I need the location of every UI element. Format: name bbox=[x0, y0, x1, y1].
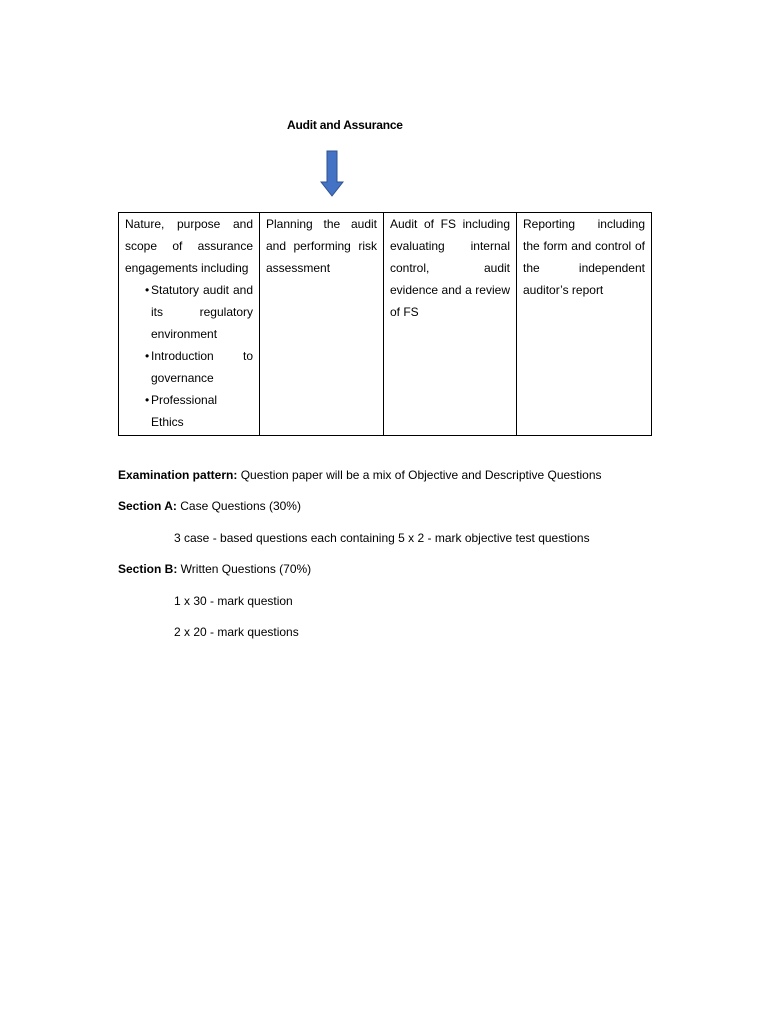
table-cell-planning: Planning the audit and performing risk assessment bbox=[260, 213, 384, 436]
section-b-heading bbox=[118, 561, 311, 577]
section-a-text: Case Questions (30%) bbox=[176, 499, 301, 513]
exam-pattern-label: Examination pattern: bbox=[118, 468, 238, 482]
list-item: • Introduction to governance bbox=[151, 345, 253, 389]
section-b-item: 1 x 30 - mark question bbox=[174, 594, 293, 608]
table-cell-scope bbox=[119, 213, 260, 436]
table-row bbox=[119, 213, 652, 436]
section-b-text: Written Questions (70%) bbox=[177, 562, 312, 576]
document-title: Audit and Assurance bbox=[287, 118, 403, 132]
bullet-list bbox=[125, 279, 253, 433]
exam-pattern-paragraph bbox=[118, 467, 602, 483]
list-item: • Professional Ethics bbox=[151, 389, 253, 433]
section-a-heading bbox=[118, 498, 301, 514]
section-a-detail: 3 case - based questions each containing 5 x 2 - mark objective test questions bbox=[174, 531, 590, 545]
cell-intro-text: Nature, purpose and scope of assurance engagements including bbox=[125, 217, 253, 275]
syllabus-table bbox=[118, 212, 652, 436]
section-b-label: Section B: bbox=[118, 562, 178, 576]
table-cell-reporting: Reporting including the form and control of the independent auditor’s report bbox=[517, 213, 652, 436]
down-arrow-icon bbox=[320, 150, 344, 198]
table-cell-audit-fs: Audit of FS including evaluating internal control, audit evidence and a review of FS bbox=[384, 213, 517, 436]
list-item: • Statutory audit and its regulatory environment bbox=[151, 279, 253, 345]
exam-pattern-text: Question paper will be a mix of Objective and Descriptive Questions bbox=[237, 468, 602, 482]
section-b-item: 2 x 20 - mark questions bbox=[174, 625, 299, 639]
section-a-label: Section A: bbox=[118, 499, 177, 513]
